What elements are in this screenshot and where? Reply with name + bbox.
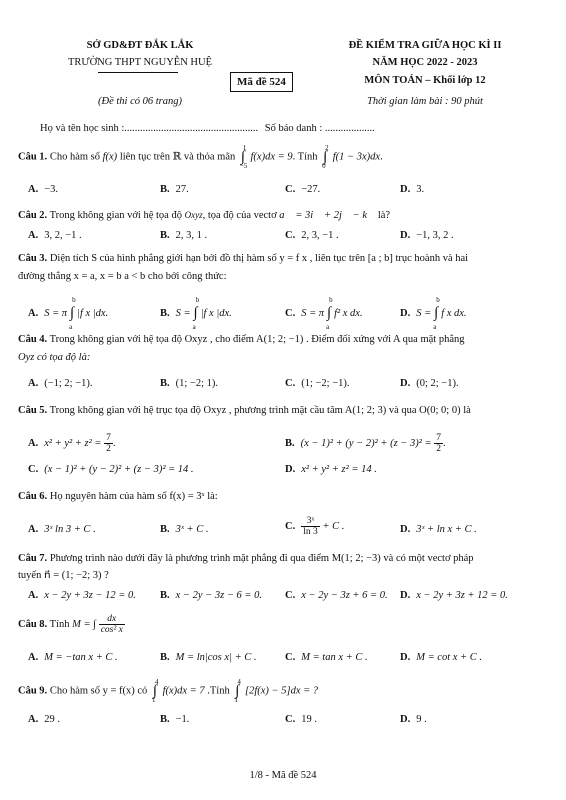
question-3-line-2	[18, 270, 554, 284]
option-text: 2, 3, 1 .	[175, 230, 208, 241]
option-b[interactable]	[160, 590, 262, 601]
option-label: D.	[400, 524, 411, 535]
option-label: B.	[160, 307, 170, 319]
question-text: Cho hàm số y = f(x) có	[49, 685, 148, 697]
option-text: −3.	[44, 184, 59, 195]
question-text: liên tục trên ℝ và thỏa mãn	[119, 151, 236, 163]
option-label: D.	[400, 652, 411, 663]
option-b[interactable]	[160, 230, 207, 241]
option-d[interactable]	[400, 296, 467, 331]
pages-note: (Đề thi có 06 trang)	[98, 96, 182, 107]
option-label: B.	[160, 378, 170, 389]
option-c[interactable]	[285, 296, 363, 331]
integral-sign: ∫ 2 0	[320, 150, 330, 164]
option-text: (0; 2; −1).	[416, 378, 459, 389]
option-label: A.	[28, 184, 39, 195]
school-underline	[98, 72, 178, 73]
fraction-numerator: 7	[106, 433, 111, 443]
option-label: A.	[28, 590, 39, 601]
option-label: C.	[28, 464, 39, 475]
option-text: 3.	[416, 184, 425, 195]
integral-upper: 4	[154, 678, 159, 686]
fraction-denominator: ln 3	[303, 527, 318, 537]
option-text: (1; −2; 1).	[175, 378, 219, 389]
option-label: B.	[160, 590, 170, 601]
question-text: , tọa độ của vectơ	[202, 210, 277, 221]
option-label: B.	[160, 652, 170, 663]
option-b[interactable]	[160, 714, 189, 725]
question-text: đường thẳng x = a, x = b a < b cho bởi công thức:	[18, 271, 227, 282]
fraction-denominator: 2	[436, 444, 441, 454]
question-5	[18, 404, 554, 418]
option-b[interactable]	[285, 433, 446, 454]
question-4-line-2	[18, 351, 554, 365]
option-label: B.	[160, 184, 170, 195]
option-a[interactable]	[28, 652, 118, 663]
option-a[interactable]	[28, 378, 93, 389]
question-text: tuyến n⃗ = (1; −2; 3) ?	[18, 570, 109, 581]
integral-lower: a	[192, 323, 196, 331]
option-prefix: x² + y² + z² =	[44, 437, 102, 449]
option-label: D.	[285, 464, 296, 475]
option-b[interactable]	[160, 296, 232, 331]
option-b[interactable]	[160, 184, 189, 195]
question-text: . Tính	[292, 151, 318, 163]
fraction-denominator: 2	[106, 444, 111, 454]
question-text: Họ nguyên hàm của hàm số f(x) = 3ˣ là:	[49, 491, 218, 502]
integral-body: f(x)dx = 9	[250, 151, 293, 163]
option-label: B.	[160, 524, 170, 535]
question-label: Câu 5.	[18, 405, 48, 416]
option-text: −27.	[301, 184, 321, 195]
option-c[interactable]	[285, 652, 368, 663]
option-label: D.	[400, 378, 411, 389]
integral-upper: b	[72, 296, 76, 304]
question-text: là?	[377, 210, 391, 221]
question-label: Câu 6.	[18, 491, 48, 502]
option-text: f² x dx.	[334, 307, 363, 319]
option-label: C.	[285, 520, 296, 532]
option-c[interactable]	[285, 184, 320, 195]
option-suffix: .	[112, 437, 116, 449]
option-d[interactable]	[400, 230, 454, 241]
option-text: x − 2y − 3z + 6 = 0.	[301, 590, 388, 601]
option-label: A.	[28, 378, 39, 389]
question-label: Câu 4.	[18, 334, 48, 345]
integral-sign: ∫ 1 −5	[238, 150, 248, 164]
math-vector: a⃗ = 3i⃗ + 2j⃗ − k⃗	[279, 210, 376, 221]
option-text: 2, 3, −1 .	[301, 230, 339, 241]
page-footer: 1/8 - Mã đề 524	[249, 770, 317, 781]
option-text: 19 .	[301, 714, 317, 725]
option-a[interactable]	[28, 230, 82, 241]
fraction	[434, 433, 443, 454]
integral-sign: ∫ 4 1	[150, 684, 160, 698]
integral-upper: b	[436, 296, 440, 304]
question-6	[18, 490, 554, 504]
option-prefix: S = π	[301, 307, 325, 319]
integral-lower: 1	[234, 696, 238, 704]
subject-title: MÔN TOÁN – Khối lớp 12	[364, 75, 486, 86]
option-label: A.	[28, 307, 39, 319]
integral-lower: 1	[151, 696, 156, 704]
option-label: A.	[28, 524, 39, 535]
option-a[interactable]	[28, 433, 115, 454]
department-name: SỞ GD&ĐT ĐẮK LẮK	[86, 40, 194, 51]
question-text: .	[380, 151, 383, 163]
option-text: M = tan x + C .	[301, 652, 368, 663]
option-b[interactable]	[160, 524, 208, 535]
integral-upper: 1	[242, 144, 247, 152]
student-id-field: Số báo danh : ...................	[264, 123, 375, 134]
option-b[interactable]	[160, 378, 218, 389]
option-text: x − 2y + 3z + 12 = 0.	[416, 590, 508, 601]
integral-lower: a	[326, 323, 330, 331]
option-text: (1; −2; −1).	[301, 378, 350, 389]
question-text: Trong không gian với hệ trục tọa độ Oxyz , phương trình mặt cầu tâm A(1; 2; 3) và qua O(0; 0; 0) là	[49, 405, 471, 416]
integral-upper: b	[195, 296, 200, 304]
fraction-numerator: 7	[436, 433, 441, 443]
option-label: B.	[160, 230, 170, 241]
option-suffix: .	[442, 437, 446, 449]
question-8	[18, 614, 554, 635]
exam-code-badge: Mã đề 524	[230, 72, 293, 92]
integral-upper: 4	[237, 678, 241, 686]
option-d[interactable]	[400, 524, 477, 535]
option-suffix: + C .	[322, 520, 345, 532]
option-text: x − 2y − 3z − 6 = 0.	[175, 590, 263, 601]
exam-title: ĐỀ KIỂM TRA GIỮA HỌC KÌ II	[348, 40, 502, 51]
integral-body: [2f(x) − 5]dx = ?	[244, 685, 319, 697]
option-label: D.	[400, 714, 411, 725]
option-label: D.	[400, 230, 411, 241]
question-text: Tính	[49, 618, 70, 630]
option-text: M = ln|cos x| + C .	[175, 652, 257, 663]
exam-time: Thời gian làm bài : 90 phút	[367, 96, 483, 107]
student-info-line	[40, 123, 375, 134]
option-label: A.	[28, 652, 39, 663]
option-c[interactable]	[285, 714, 317, 725]
question-9	[18, 678, 554, 704]
question-7	[18, 552, 554, 566]
option-c[interactable]	[285, 516, 344, 537]
question-3	[18, 252, 554, 266]
option-text: M = cot x + C .	[416, 652, 483, 663]
integral-upper: b	[329, 296, 333, 304]
option-d[interactable]	[400, 184, 424, 195]
option-d[interactable]	[285, 464, 377, 475]
option-label: C.	[285, 378, 296, 389]
school-name-text: TRƯỜNG THPT NGUYỄN HUỆ	[68, 57, 212, 68]
option-text: 3ˣ + C .	[175, 524, 209, 535]
option-text: x − 2y + 3z − 12 = 0.	[44, 590, 136, 601]
question-label: Câu 3.	[18, 253, 48, 264]
integral-lower: a	[69, 323, 73, 331]
question-label: Câu 2.	[18, 210, 48, 221]
option-c[interactable]	[28, 464, 194, 475]
option-text: x² + y² + z² = 14 .	[301, 464, 377, 475]
option-prefix: (x − 1)² + (y − 2)² + (z − 3)² =	[300, 437, 432, 449]
option-label: D.	[400, 590, 411, 601]
math-system: Oxyz	[184, 210, 203, 220]
question-text: Trong không gian với hệ tọa độ Oxyz , cho điểm A(1; 2; −1) . Điểm đối xứng với A qua mặt phẳng	[49, 334, 465, 345]
integral-lower: 0	[322, 162, 326, 170]
school-name	[40, 57, 240, 68]
option-a[interactable]	[28, 524, 96, 535]
integral-sign: ∫ b a	[192, 296, 200, 331]
option-text: M = −tan x + C .	[44, 652, 118, 663]
question-label: Câu 9.	[18, 685, 48, 697]
question-label: Câu 8.	[18, 618, 48, 630]
option-c[interactable]	[285, 378, 350, 389]
question-label: Câu 1.	[18, 151, 48, 163]
option-text: (x − 1)² + (y − 2)² + (z − 3)² = 14 .	[44, 464, 194, 475]
option-label: A.	[28, 714, 39, 725]
option-a[interactable]	[28, 296, 109, 331]
option-text: |f x |dx.	[77, 307, 109, 319]
option-text: 3, 2, −1 .	[44, 230, 82, 241]
option-label: A.	[28, 230, 39, 241]
option-d[interactable]	[400, 590, 508, 601]
integral-lower: −5	[239, 162, 248, 170]
option-c[interactable]	[285, 230, 339, 241]
option-label: A.	[28, 437, 39, 449]
option-a[interactable]	[28, 184, 58, 195]
option-label: C.	[285, 590, 296, 601]
option-label: C.	[285, 714, 296, 725]
option-text: −1.	[175, 714, 190, 725]
question-7-line-2	[18, 569, 554, 583]
option-d[interactable]	[400, 652, 482, 663]
option-label: B.	[160, 714, 170, 725]
option-label: C.	[285, 307, 296, 319]
integral-sign: ∫ b a	[69, 296, 76, 331]
integral-body: f(1 − 3x)dx	[332, 151, 381, 163]
school-year: NĂM HỌC 2022 - 2023	[372, 57, 478, 68]
question-1	[18, 144, 554, 170]
option-d[interactable]	[400, 714, 427, 725]
question-text: Oyz có tọa độ là:	[18, 352, 91, 363]
integral-body: f(x)dx = 7	[162, 685, 205, 697]
option-b[interactable]	[160, 652, 257, 663]
option-text: 9 .	[416, 714, 427, 725]
option-prefix: S =	[175, 307, 191, 319]
option-text: 27.	[175, 184, 189, 195]
option-text: f x dx.	[441, 307, 467, 319]
option-label: C.	[285, 184, 296, 195]
option-d[interactable]	[400, 378, 459, 389]
fraction	[301, 516, 320, 537]
integral-sign: ∫ 4 1	[232, 684, 242, 698]
question-text: Phương trình nào dưới đây là phương trình mặt phẳng đi qua điểm M(1; 2; −3) và có một vectơ pháp	[49, 553, 474, 564]
question-label: Câu 7.	[18, 553, 48, 564]
option-label: C.	[285, 230, 296, 241]
option-text: −1, 3, 2 .	[416, 230, 454, 241]
option-text: |f x |dx.	[200, 307, 232, 319]
option-text: 3ˣ ln 3 + C .	[44, 524, 96, 535]
integral-lower: a	[433, 323, 437, 331]
question-4	[18, 333, 554, 347]
option-text: 3ˣ + ln x + C .	[416, 524, 477, 535]
fraction	[104, 433, 113, 454]
option-label: C.	[285, 652, 296, 663]
fraction-denominator: cos² x	[100, 625, 123, 635]
integral-sign: ∫ b a	[326, 296, 333, 331]
question-text: Diện tích S của hình phẳng giới hạn bởi đồ thị hàm số y = f x , liên tục trên [a ; b] trục hoành và hai	[49, 253, 469, 264]
fraction	[99, 614, 125, 635]
fraction-numerator: 3ˣ	[301, 516, 320, 527]
question-text: Trong không gian với hệ tọa độ	[49, 210, 182, 221]
integral-upper: 2	[325, 144, 329, 152]
option-label: B.	[285, 437, 295, 449]
option-label: D.	[400, 184, 411, 195]
option-text: 29 .	[44, 714, 60, 725]
question-text: Cho hàm số	[49, 151, 100, 163]
fraction-numerator: dx	[99, 614, 125, 625]
option-a[interactable]	[28, 590, 136, 601]
option-c[interactable]	[285, 590, 388, 601]
integral-sign: ∫ b a	[433, 296, 440, 331]
question-2	[18, 208, 554, 223]
question-text: .Tính	[207, 685, 230, 697]
option-label: D.	[400, 307, 411, 319]
option-prefix: S = π	[44, 307, 68, 319]
math-fx: f(x)	[102, 151, 118, 163]
option-text: (−1; 2; −1).	[44, 378, 93, 389]
math-prefix: M = ∫	[72, 618, 97, 630]
option-a[interactable]	[28, 714, 60, 725]
option-prefix: S =	[416, 307, 432, 319]
student-name-field: Họ và tên học sinh :...................................................	[40, 123, 259, 134]
